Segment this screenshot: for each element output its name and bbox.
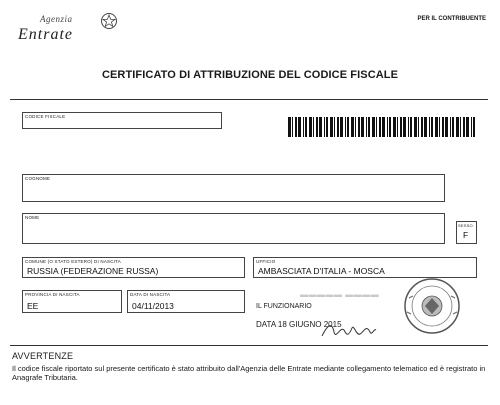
ufficio-value: AMBASCIATA D'ITALIA - MOSCA [258, 266, 385, 276]
cognome-label: COGNOME [25, 176, 51, 181]
sesso-label: SESSO [458, 223, 473, 228]
official-stamp-icon [399, 276, 465, 336]
avvertenze-title: AVVERTENZE [12, 351, 74, 361]
comune-label: COMUNE (O STATO ESTERO) DI NASCITA [25, 259, 121, 264]
data-nascita-field [127, 290, 245, 313]
nome-label: NOME [25, 215, 40, 220]
logo-bottom-text: Entrate [18, 26, 73, 43]
data-nascita-value: 04/11/2013 [132, 301, 174, 311]
copy-label: PER IL CONTRIBUENTE [417, 16, 486, 22]
codice-fiscale-field [22, 112, 222, 129]
provincia-label: PROVINCIA DI NASCITA [25, 292, 80, 297]
cognome-field [22, 174, 445, 202]
comune-field [22, 257, 245, 278]
comune-value: RUSSIA (FEDERAZIONE RUSSA) [27, 266, 159, 276]
funzionario-label: IL FUNZIONARIO [256, 303, 312, 310]
agenzia-entrate-logo [12, 10, 122, 50]
data-nascita-label: DATA DI NASCITA [130, 292, 171, 297]
sesso-value: F [463, 230, 469, 240]
ufficio-field [253, 257, 477, 278]
ufficio-label: UFFICIO [256, 259, 276, 264]
data-label: DATA 18 GIUGNO 2015 [256, 320, 342, 329]
sesso-field [456, 221, 477, 244]
provincia-value: EE [27, 301, 39, 311]
funzionario-name-faded: ▬▬▬▬▬ ▬▬▬▬ [300, 290, 380, 299]
nome-field [22, 213, 445, 244]
logo-top-text: Agenzia [40, 14, 73, 24]
provincia-field [22, 290, 122, 313]
codice-fiscale-label: CODICE FISCALE [25, 114, 66, 119]
page-title: CERTIFICATO DI ATTRIBUZIONE DEL CODICE FISCALE [101, 69, 399, 81]
republic-emblem-icon [100, 12, 118, 30]
avvertenze-text: Il codice fiscale riportato sul presente certificato è stato attribuito dall'Agenzia delle Entrate mediante collegamento telematico ed è registrato in Anagrafe Tributaria. [12, 364, 486, 382]
barcode-icon [288, 117, 478, 137]
signature-icon [318, 318, 378, 344]
